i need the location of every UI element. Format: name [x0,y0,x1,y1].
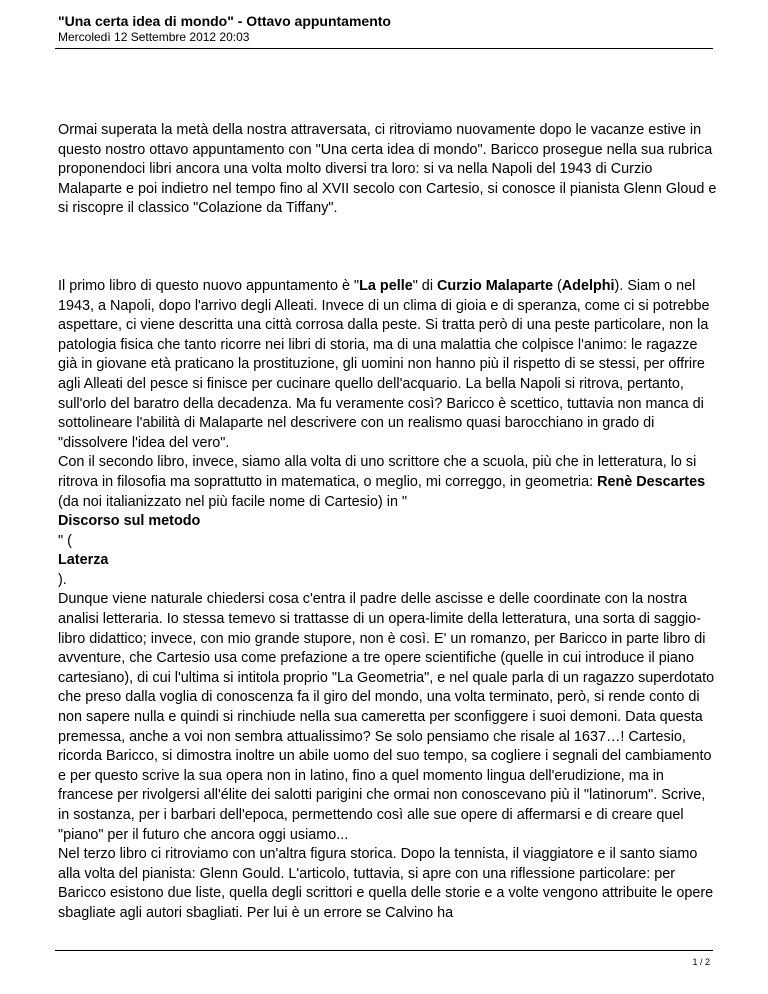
third-book-paragraph: Nel terzo libro ci ritroviamo con un'altra figura storica. Dopo la tennista, il viaggiatore e il santo siamo alla volta del pianista: Glenn Gould. L'articolo, tuttavia, si apre con una riflessione particolare: per Baricco esistono due liste, quella degli scrittori e quella delle storie e a volte vengono attribuite le opere sbagliate agli autori sbagliati. Per lui è un errore se Calvino ha [58,846,714,921]
intro-paragraph: Ormai superata la metà della nostra attraversata, ci ritroviamo nuovamente dopo le vacanze estive in questo nostro ottavo appuntamento con "Una certa idea di mondo". Baricco prosegue nella sua rubrica proponendoci libri ancora una volta molto diversi tra loro: si va nella Napoli del 1943 di Curzio Malaparte e poi indietro nel tempo fino al XVII secolo con Cartesio, si conosce il pianista Glenn Gloud e si riscopre il classico "Colazione da Tiffany". [58,122,717,217]
page-header [58,13,710,45]
publisher-adelphi: Adelphi [561,277,615,294]
book-title-la-pelle: La pelle [359,277,413,294]
article-date: Mercoledì 12 Settembre 2012 20:03 [58,30,250,44]
header-divider [55,48,713,49]
descartes-paragraph: Dunque viene naturale chiedersi cosa c'entra il padre delle ascisse e delle coordinate con la nostra analisi letteraria. Io stessa temevo si trattasse di un opera-limite della letteratura, una sorta di saggio-libro didattico; invece, con mio grande stupore, non è così. E' un romanzo, per Baricco in parte libro di avventure, che Cartesio usa come prefazione a tre opere scientifiche (quelle in cui introduce il piano cartesiano), di cui l'ultima si intitola proprio "La Geometria", e nel quale parla di un ragazzo superdotato che preso dalla voglia di conoscenza fa il giro del mondo, una volta terminato, però, si rende conto di non sapere nulla e quindi si rinchiude nella sua cameretta per sconfiggere i suoi demoni. Data questa premessa, anche a voi non sembra attualissimo? Se solo pensiamo che risale al 1637…! Cartesio, ricorda Baricco, si dimostra inoltre un abile uomo del suo tempo, sa cogliere i segnali del cambiamento e per questo scrive la sua opera non in latino, fino a quel momento lingua dell'erudizione, ma in francese per rivolgersi all'élite dei salotti parigini che ormai non conoscevano più il "latinorum". Scrive, in sostanza, per i barbari dell'epoca, permettendo così alle sue opere di affermarsi e di creare quel "piano" per il futuro che ancora oggi usiamo... [58,591,715,843]
page-number: 1 / 2 [692,957,710,967]
author-descartes: Renè Descartes [597,473,706,490]
article-title: "Una certa idea di mondo" - Ottavo appuntamento [58,13,391,29]
paragraph-spacer [58,219,718,277]
book-title-discorso: Discorso sul metodo [58,513,201,530]
author-malaparte: Curzio Malaparte [437,277,553,294]
footer-divider [55,950,713,951]
publisher-laterza: Laterza [58,552,109,569]
first-book-paragraph: Il primo libro di questo nuovo appuntamento è "La pelle" di Curzio Malaparte (Adelphi). Siam o nel 1943, a Napoli, dopo l'arrivo degli Alleati. Invece di un clima di gioia e di speranza, come ci si potrebbe aspettare, ci viene descritta una città corrosa dalla peste. Si tratta però di una peste particolare, non la patologia fisica che tanto ricorre nei libri di storia, ma di una malattia che colpisce l'animo: le ragazze già in giovane età praticano la prostituzione, gli uomini non hanno più il rispetto di se stessi, per offrire agli Alleati del pesce si finisce per cucinare quello dell'acquario. La bella Napoli si ritrova, pertanto, sull'orlo del baratro della decadenza. Ma fu veramente così? Baricco è scettico, tuttavia non manca di sottolineare l'abilità di Malaparte nel descrivere con un realismo quasi barocchiano in grado di "dissolvere l'idea del vero". [58,277,710,451]
article-body [58,121,718,924]
second-book-paragraph: Con il secondo libro, invece, siamo alla volta di uno scrittore che a scuola, più che in letteratura, lo si ritrova in filosofia ma soprattutto in matematica, o meglio, mi correggo, in geometria: Renè Descartes (da noi italianizzato nel più facile nome di Cartesio) in " Discorso sul metodo " ( Laterza ). [58,454,706,588]
